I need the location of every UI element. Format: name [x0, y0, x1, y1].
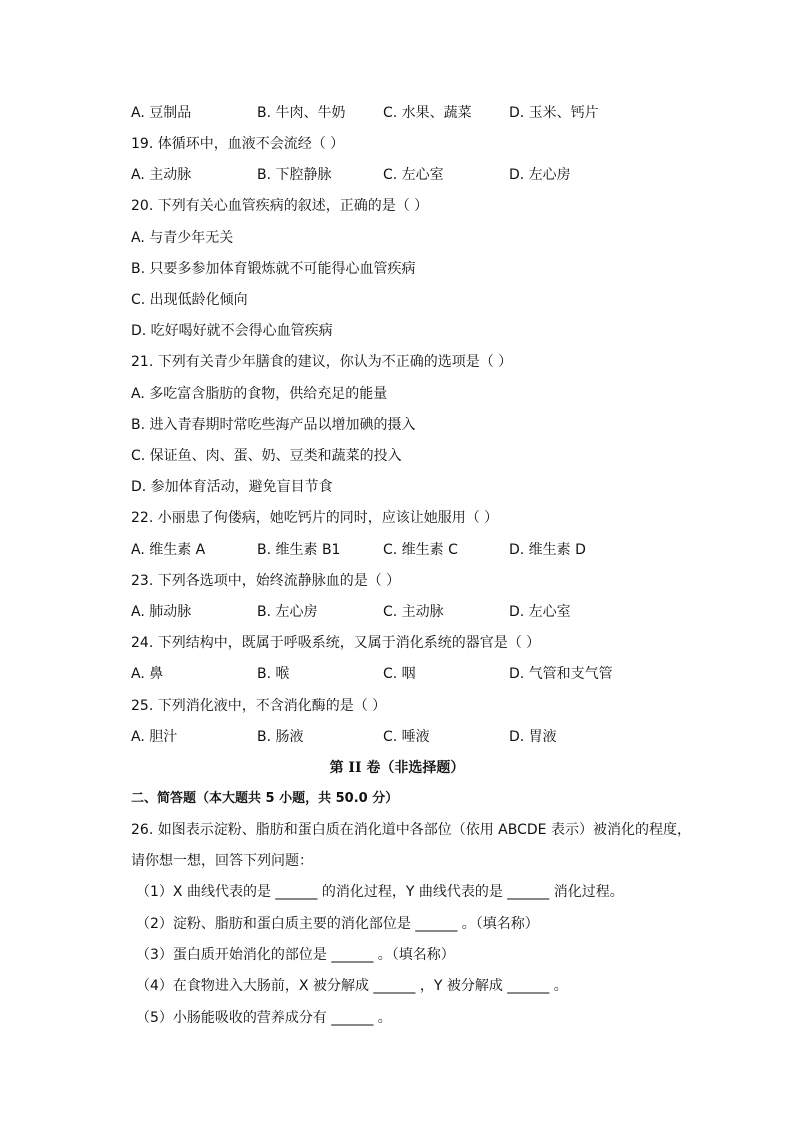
- q23-option-b: B. 左心房: [257, 604, 318, 620]
- q20-stem: 20. 下列有关心血管疾病的叙述，正确的是（ ）: [131, 198, 429, 214]
- q18-option-d: D. 玉米、钙片: [509, 105, 599, 121]
- q19-option-c: C. 左心室: [383, 167, 444, 183]
- q23-option-a: A. 肺动脉: [131, 604, 192, 620]
- q19-option-d: D. 左心房: [509, 167, 571, 183]
- q18-option-c: C. 水果、蔬菜: [383, 105, 472, 121]
- q25-option-b: B. 肠液: [257, 729, 304, 745]
- q26-stem-line1: 26. 如图表示淀粉、脂肪和蛋白质在消化道中各部位（依用 ABCDE 表示）被消化的程度，: [131, 822, 691, 838]
- q22-option-d: D. 维生素 D: [509, 542, 586, 558]
- q25-option-a: A. 胆汁: [131, 729, 178, 745]
- q21-option-c: C. 保证鱼、肉、蛋、奶、豆类和蔬菜的投入: [131, 448, 402, 464]
- q20-option-b: B. 只要多参加体育锻炼就不可能得心血管疾病: [131, 261, 416, 277]
- q24-stem: 24. 下列结构中，既属于呼吸系统，又属于消化系统的器官是（ ）: [131, 635, 541, 651]
- q23-option-d: D. 左心室: [509, 604, 571, 620]
- q18-option-a: A. 豆制品: [131, 105, 192, 121]
- q23-option-c: C. 主动脉: [383, 604, 444, 620]
- q19-option-b: B. 下腔静脉: [257, 167, 332, 183]
- q24-option-c: C. 咽: [383, 666, 416, 682]
- q24-option-b: B. 喉: [257, 666, 290, 682]
- q22-option-c: C. 维生素 C: [383, 542, 458, 558]
- q21-option-d: D. 参加体育活动，避免盲目节食: [131, 479, 333, 495]
- q21-option-b: B. 进入青春期时常吃些海产品以增加碘的摄入: [131, 417, 416, 433]
- q24-option-d: D. 气管和支气管: [509, 666, 613, 682]
- q26-sub-4: （4）在食物进入大肠前，X 被分解成 ______ ，Y 被分解成 ______ 。: [136, 978, 568, 994]
- q25-stem: 25. 下列消化液中，不含消化酶的是（ ）: [131, 698, 387, 714]
- q21-stem: 21. 下列有关青少年膳食的建议，你认为不正确的选项是（ ）: [131, 354, 513, 370]
- q25-option-c: C. 唾液: [383, 729, 430, 745]
- part2-title: 第 II 卷（非选择题）: [329, 760, 465, 776]
- q26-sub-2: （2）淀粉、脂肪和蛋白质主要的消化部位是 ______ 。（填名称）: [136, 916, 539, 932]
- q20-option-c: C. 出现低龄化倾向: [131, 292, 248, 308]
- q18-option-b: B. 牛肉、牛奶: [257, 105, 346, 121]
- q22-option-b: B. 维生素 B1: [257, 542, 341, 558]
- q20-option-d: D. 吃好喝好就不会得心血管疾病: [131, 323, 333, 339]
- q20-option-a: A. 与青少年无关: [131, 230, 234, 246]
- q22-option-a: A. 维生素 A: [131, 542, 206, 558]
- q26-sub-5: （5）小肠能吸收的营养成分有 ______ 。: [136, 1010, 392, 1026]
- q26-sub-3: （3）蛋白质开始消化的部位是 ______ 。（填名称）: [136, 947, 455, 963]
- q21-option-a: A. 多吃富含脂肪的食物，供给充足的能量: [131, 386, 388, 402]
- q24-option-a: A. 鼻: [131, 666, 164, 682]
- q19-option-a: A. 主动脉: [131, 167, 192, 183]
- q26-sub-1: （1）X 曲线代表的是 ______ 的消化过程，Y 曲线代表的是 ______ 消化过程。: [136, 884, 624, 900]
- q19-stem: 19. 体循环中，血液不会流经（ ）: [131, 136, 345, 152]
- q25-option-d: D. 胃液: [509, 729, 557, 745]
- q23-stem: 23. 下列各选项中，始终流静脉血的是（ ）: [131, 573, 401, 589]
- q26-stem-line2: 请你想一想，回答下列问题：: [131, 853, 313, 869]
- section-heading: 二、简答题（本大题共 5 小题，共 50.0 分）: [131, 791, 399, 806]
- q22-stem: 22. 小丽患了佝偻病，她吃钙片的同时，应该让她服用（ ）: [131, 510, 499, 526]
